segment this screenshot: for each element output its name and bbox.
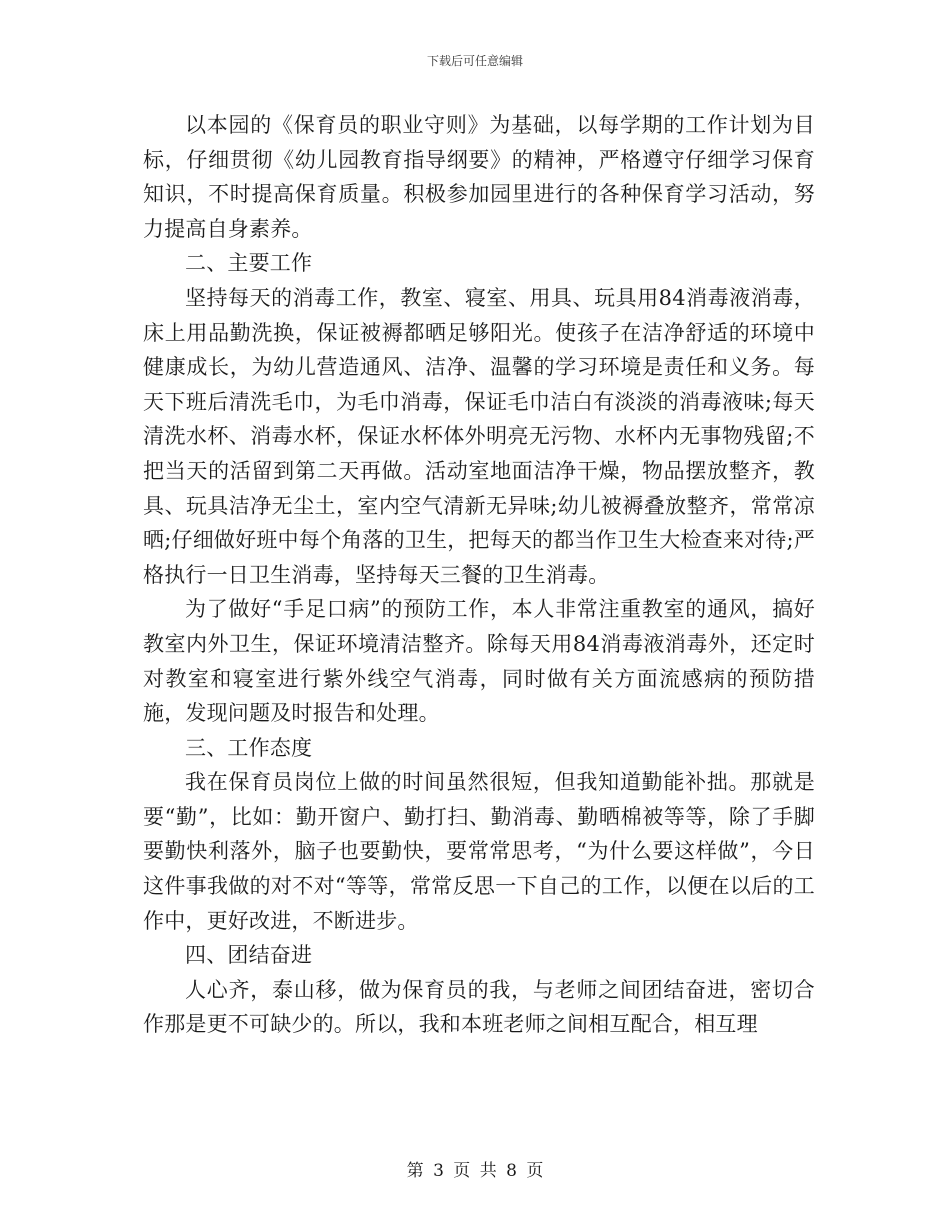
section-heading-work-attitude: 三、工作态度	[185, 735, 313, 760]
paragraph-teamwork: 人心齐，泰山移，做为保育员的我，与老师之间团结奋进，密切合作那是更不可缺少的。所以，我和本班老师之间相互配合，相互理	[143, 977, 815, 1037]
paragraph-hfmd-prevention: 为了做好“手足口病”的预防工作，本人非常注重教室的通风，搞好教室内外卫生，保证环境清洁整齐。除每天用84消毒液消毒外，还定时对教室和寝室进行紫外线空气消毒，同时做有关方面流感病的预防措施，发现问题及时报告和处理。	[143, 597, 815, 726]
section-heading-teamwork: 四、团结奋进	[185, 943, 313, 968]
document-body	[143, 108, 815, 1042]
paragraph-disinfection: 坚持每天的消毒工作，教室、寝室、用具、玩具用84消毒液消毒，床上用品勤洗换，保证被褥都晒足够阳光。使孩子在洁净舒适的环境中健康成长，为幼儿营造通风、洁净、温馨的学习环境是责任和义务。每天下班后清洗毛巾，为毛巾消毒，保证毛巾洁白有淡淡的消毒液味;每天清洗水杯、消毒水杯，保证水杯体外明亮无污物、水杯内无事物残留;不把当天的活留到第二天再做。活动室地面洁净干燥，物品摆放整齐，教具、玩具洁净无尘土，室内空气清新无异味;幼儿被褥叠放整齐，常常凉晒;仔细做好班中每个角落的卫生，把每天的都当作卫生大检查来对待;严格执行一日卫生消毒，坚持每天三餐的卫生消毒。	[143, 285, 815, 587]
page-number: 第 3 页 共 8 页	[406, 1161, 544, 1181]
page-header-note: 下载后可任意编辑	[426, 54, 523, 68]
paragraph-intro: 以本园的《保育员的职业守则》为基础，以每学期的工作计划为目标，仔细贯彻《幼儿园教育指导纲要》的精神，严格遵守仔细学习保育知识，不时提高保育质量。积极参加园里进行的各种保育学习活动，努力提高自身素养。	[143, 113, 815, 241]
paragraph-attitude: 我在保育员岗位上做的时间虽然很短，但我知道勤能补拙。那就是要“勤”，比如：勤开窗户、勤打扫、勤消毒、勤晒棉被等等，除了手脚要勤快利落外，脑子也要勤快，要常常思考，“为什么要这样做”，今日这件事我做的对不对“等等，常常反思一下自己的工作，以便在以后的工作中，更好改进，不断进步。	[143, 770, 815, 933]
section-heading-main-work: 二、主要工作	[185, 251, 313, 276]
